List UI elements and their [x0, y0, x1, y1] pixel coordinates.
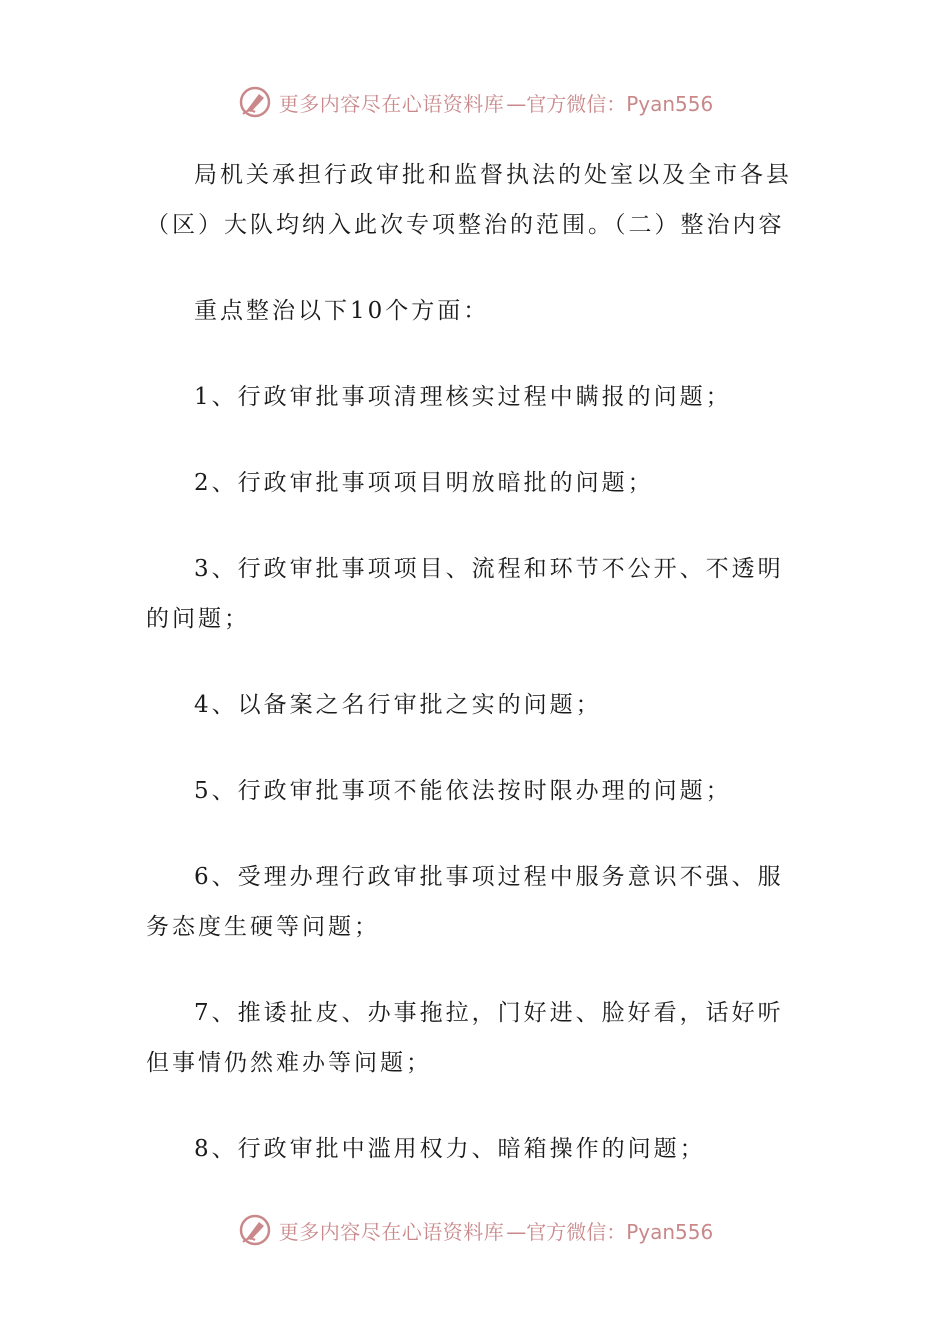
list-item: 3、行政审批事项项目、流程和环节不公开、不透明的问题； [146, 556, 784, 632]
list-item: 1、行政审批事项清理核实过程中瞒报的问题； [194, 384, 732, 410]
list-item: 6、受理办理行政审批事项过程中服务意识不强、服务态度生硬等问题； [146, 864, 784, 940]
header-watermark [0, 82, 950, 122]
paragraph: 局机关承担行政审批和监督执法的处室以及全市各县（区）大队均纳入此次专项整治的范围。（二）整治内容 [146, 162, 792, 238]
watermark-text: 更多内容尽在心语资料库 [278, 1219, 505, 1244]
watermark-text: 更多内容尽在心语资料库 [278, 91, 505, 116]
document-body [146, 150, 806, 1210]
list-item: 7、推诿扯皮、办事拖拉，门好进、脸好看，话好听但事情仍然难办等问题； [146, 1000, 784, 1076]
pen-nib-circle-icon [237, 84, 273, 120]
pen-nib-circle-icon [237, 1212, 273, 1248]
list-item: 8、行政审批中滥用权力、暗箱操作的问题； [194, 1136, 706, 1162]
paragraph: 重点整治以下10个方面： [194, 298, 490, 324]
watermark-wechat: —官方微信：Pyan556 [506, 91, 714, 116]
watermark-wechat: —官方微信：Pyan556 [506, 1219, 714, 1244]
list-item: 4、以备案之名行审批之实的问题； [194, 692, 602, 718]
list-item: 2、行政审批事项项目明放暗批的问题； [194, 470, 654, 496]
footer-watermark [0, 1210, 950, 1250]
list-item: 5、行政审批事项不能依法按时限办理的问题； [194, 778, 732, 804]
